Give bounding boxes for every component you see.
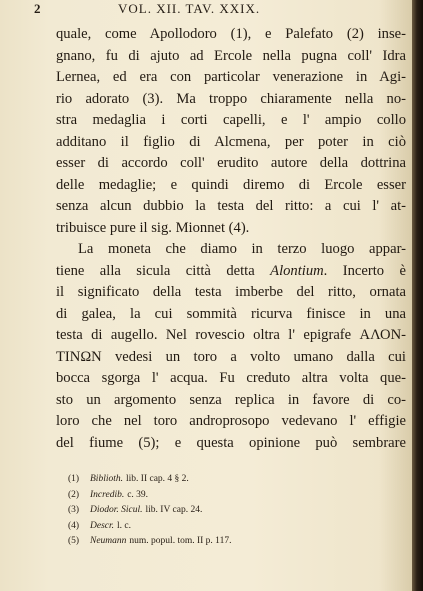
text-line: gnano, fu di ajuto ad Ercole nella pugna coll' Idra <box>56 47 406 64</box>
footnote-number: (5) <box>68 536 80 546</box>
footnote-source: Diodor. Sicul. <box>90 505 143 515</box>
footnote-number: (1) <box>68 474 80 484</box>
footnote <box>68 534 368 550</box>
italic-place-name: Alontium <box>270 262 324 279</box>
body-text <box>56 24 406 454</box>
footnote-source: Descr. <box>90 520 115 531</box>
footnote <box>68 488 368 504</box>
running-title: VOL. XII. TAV. XXIX. <box>118 1 261 16</box>
footnote <box>68 503 368 519</box>
footnote-number: (3) <box>68 505 80 515</box>
text-line: rio adorato (3). Ma troppo chiaramente nella no- <box>56 90 406 107</box>
text-line: testa di augello. Nel rovescio oltra l' epigrafe ΑΛΟΝ- <box>56 327 406 343</box>
text-line: loro che nel toro androprosopo vedevano l' effigie <box>56 413 406 429</box>
page-edge-shadow <box>412 0 423 591</box>
page-number: 2 <box>34 1 41 16</box>
footnote-number: (4) <box>68 520 80 531</box>
footnote-source: Incredib. <box>90 489 125 500</box>
text-line: del fiume (5); e questa opinione può sembrare <box>56 434 406 451</box>
text-line: quale, come Apollodoro (1), e Palefato (2) inse- <box>56 26 406 42</box>
page-header <box>34 1 404 17</box>
footnotes <box>68 472 368 550</box>
paragraph-end-line: tribuisce pure il sig. Mionnet (4). <box>56 219 250 236</box>
text-line: Lernea, ed era con particolar venerazione in Agi- <box>56 69 406 85</box>
text-segment: . Incerto è <box>323 262 407 279</box>
footnote-source: Neumann <box>90 536 127 546</box>
text-line: senza alcun dubbio la testa del ritto: a cui l' at- <box>56 198 406 214</box>
footnote-reference: l. c. <box>117 520 131 531</box>
text-line: sto un argomento senza replica in favore di co- <box>56 391 406 408</box>
footnote <box>68 472 368 488</box>
text-line: ΤΙΝΩΝ vedesi un toro a volto umano dalla cui <box>56 348 406 365</box>
text-segment: tiene alla sicula città detta <box>56 262 271 279</box>
text-line: bocca sgorga l' acqua. Fu creduto altra volta que- <box>56 370 406 386</box>
footnote-reference: num. popul. tom. II p. 117. <box>129 536 232 546</box>
text-line: delle medaglie; e quindi diremo di Ercole esser <box>56 176 406 193</box>
text-line: esser di accordo coll' erudito autore della dottrina <box>56 155 406 171</box>
footnote-reference: lib. II cap. 4 § 2. <box>126 474 189 484</box>
text-line-with-italic <box>56 261 406 283</box>
footnote-source: Biblioth. <box>90 474 123 484</box>
footnote-number: (2) <box>68 489 80 500</box>
footnote-reference: c. 39. <box>127 489 149 500</box>
text-line: il significato della testa imberbe del ritto, ornata <box>56 284 406 300</box>
paragraph-start-line: La moneta che diamo in terzo luogo appar- <box>78 241 406 257</box>
footnote <box>68 519 368 535</box>
text-line: additano il figlio di Alcmena, per poter in ciò <box>56 133 406 150</box>
text-line: stra medaglia i corti capelli, e l' ampio collo <box>56 112 406 128</box>
footnote-reference: lib. IV cap. 24. <box>145 505 203 515</box>
text-line: di galea, la cui sommità ricurva finisce in una <box>56 305 406 322</box>
